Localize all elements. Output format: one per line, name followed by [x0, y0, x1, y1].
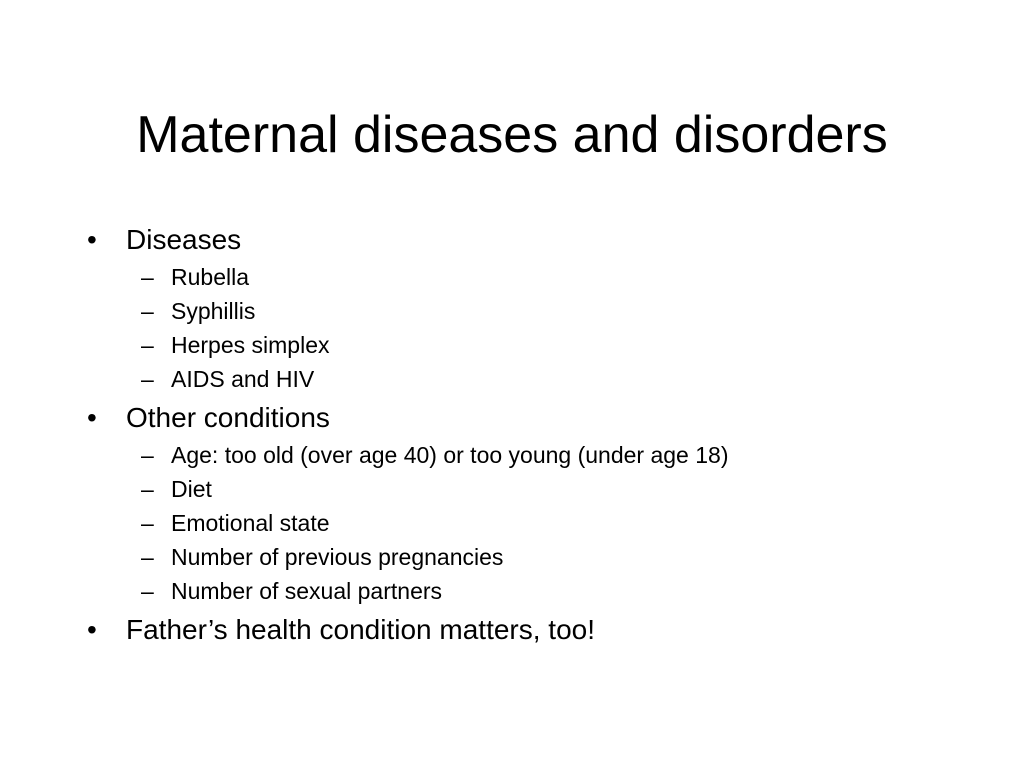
- sub-item: [126, 506, 987, 540]
- sub-item-label: Diet: [171, 476, 212, 502]
- slide-title: Maternal diseases and disorders: [136, 106, 888, 164]
- sub-item-label: Number of previous pregnancies: [171, 544, 504, 570]
- dash-icon: –: [141, 544, 154, 570]
- dash-icon: –: [141, 332, 154, 358]
- sub-item-label: Syphillis: [171, 298, 256, 324]
- sub-item: [126, 362, 987, 396]
- sub-item-label: Emotional state: [171, 510, 330, 536]
- sub-item: [126, 438, 987, 472]
- sub-item-label: Herpes simplex: [171, 332, 330, 358]
- sub-item: [126, 260, 987, 294]
- sub-item-label: AIDS and HIV: [171, 366, 315, 392]
- sub-item-label: Number of sexual partners: [171, 578, 443, 604]
- sub-item: [126, 574, 987, 608]
- sub-item-label: Age: too old (over age 40) or too young (under age 18): [171, 442, 729, 468]
- dash-icon: –: [141, 578, 154, 604]
- dash-icon: –: [141, 298, 154, 324]
- sub-item: [126, 328, 987, 362]
- bullet-label: Diseases: [126, 224, 242, 255]
- sub-item: [126, 540, 987, 574]
- bullet-list: [87, 221, 987, 649]
- bullet-item-other-conditions: [87, 399, 987, 608]
- sub-item-label: Rubella: [171, 264, 249, 290]
- dash-icon: –: [141, 442, 154, 468]
- sub-list: [126, 260, 987, 396]
- bullet-item-father-health: [87, 611, 987, 649]
- bullet-label: Other conditions: [126, 402, 330, 433]
- dash-icon: –: [141, 476, 154, 502]
- sub-list: [126, 438, 987, 608]
- dash-icon: –: [141, 264, 154, 290]
- dash-icon: –: [141, 510, 154, 536]
- bullet-label: Father’s health condition matters, too!: [126, 614, 595, 645]
- sub-item: [126, 294, 987, 328]
- bullet-item-diseases: [87, 221, 987, 396]
- bullet-icon: •: [87, 402, 97, 433]
- bullet-icon: •: [87, 224, 97, 255]
- dash-icon: –: [141, 366, 154, 392]
- sub-item: [126, 472, 987, 506]
- bullet-icon: •: [87, 614, 97, 645]
